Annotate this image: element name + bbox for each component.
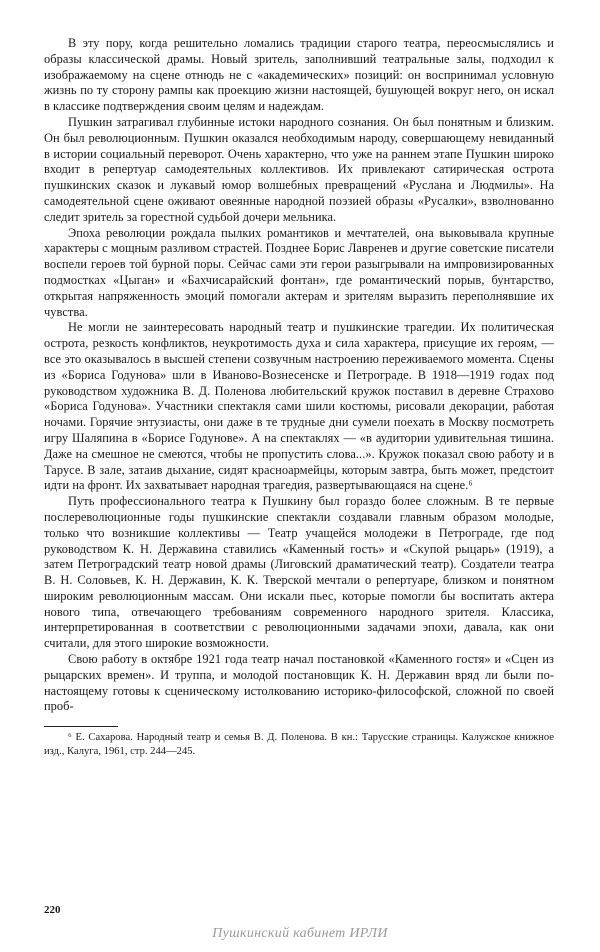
page-body (44, 36, 554, 759)
paragraph-4: Не могли не заинтересовать народный театр и пушкинские трагедии. Их политическая острота, резкость конфликтов, неукротимость духа и сила характера, присущие их героям, — все это оказывалось в высшей степени созвучным настроению переживаемого момента. Сцены из «Бориса Годунова» шли в Иваново-Вознесенске и Петрограде. В 1918—1919 годах под руководством художника В. Д. Поленова любительский кружок поставил в деревне Страхово «Бориса Годунова». Участники спектакля сами шили костюмы, рисовали декорации, работая ночами. Горячие энтузиасты, они даже в те трудные дни сумели поехать в Москву посмотреть игру Шаляпина в «Борисе Годунове». А на спектаклях — «в аудитории удивительная тишина. Даже на смешное не смеются, чтобы не пропустить слова...». Кружок показал свою работу и в Тарусе. В зале, затаив дыхание, сидят красноармейцы, которым завтра, быть может, предстоит идти на фронт. Их захватывает народная трагедия, развертывающаяся на сцене.⁶ (44, 320, 554, 493)
footnote-divider (44, 726, 118, 727)
paragraph-1: В эту пору, когда решительно ломались традиции старого театра, переосмыслялись и образы классической драмы. Новый зритель, заполнивший театральные залы, подходил к изображаемому на сцене отнюдь не с «академических» позиций: он воспринимал условную жизнь по ту сторону рампы как проекцию жизни настоящей, бушующей вокруг него, он искал в классике подтверждения своим целям и надеждам. (44, 36, 554, 114)
paragraph-3: Эпоха революции рождала пылких романтиков и мечтателей, она выковывала крупные характеры с мощным разливом страстей. Позднее Борис Лавренев и другие советские писатели воспели героев той бурной поры. Сейчас сами эти герои разыгрывали на импровизированных подмостках «Цыган» и «Бахчисарайский фонтан», где романтический порыв, бунтарство, открытая напряженность эмоций помогали актерам и зрителям выразить переполнявшие их чувства. (44, 225, 554, 319)
paragraph-5: Путь профессионального театра к Пушкину был гораздо более сложным. В те первые послереволюционные годы пушкинские спектакли создавали главным образом молодые, только что возникшие коллективы — Театр учащейся молодежи в Петрограде, где под руководством К. Н. Державина ставились «Каменный гость» и «Скупой рыцарь» (1919), а затем Петроградский театр новой драмы (Лиговский драматический театр). Создатели театра В. Н. Соловьев, К. Н. Державин, К. К. Тверской мечтали о репертуаре, близком и понятном широким революционным массам. Они искали пьес, которые помогли бы воспитать актера нового типа, отвечающего требованиям современного народного зрителя. Классика, интерпретированная в соответствии с революционными задачами эпохи, давала, как они считали, для этого широкие возможности. (44, 494, 554, 651)
paragraph-6: Свою работу в октябре 1921 года театр начал постановкой «Каменного гостя» и «Сцен из рыцарских времен». И труппа, и молодой постановщик К. Н. Державин вряд ли были по-настоящему готовы к сценическому истолкованию историко-философской, сложной по своей проб- (44, 652, 554, 714)
page-number: 220 (44, 904, 61, 916)
footnote: ⁶ Е. Сахарова. Народный театр и семья В. Д. Поленова. В кн.: Тарусские страницы. Калужское книжное изд., Калуга, 1961, стр. 244—245. (44, 732, 554, 758)
paragraph-2: Пушкин затрагивал глубинные истоки народного сознания. Он был понятным и близким. Он был революционным. Пушкин оказался необходимым народу, совершающему невиданный в истории социальный переворот. Очень характерно, что уже на раннем этапе Пушкин широко входит в репертуар самодеятельных коллективов. Их привлекают сатирическая острота пушкинских сказок и лукавый юмор волшебных превращений «Руслана и Людмилы». На самодеятельной сцене оживают овеянные народной поэзией образы «Русалки», взволнованно следит зритель за горестной судьбой дочери мельника. (44, 114, 554, 224)
watermark: Пушкинский кабинет ИРЛИ (212, 926, 388, 941)
